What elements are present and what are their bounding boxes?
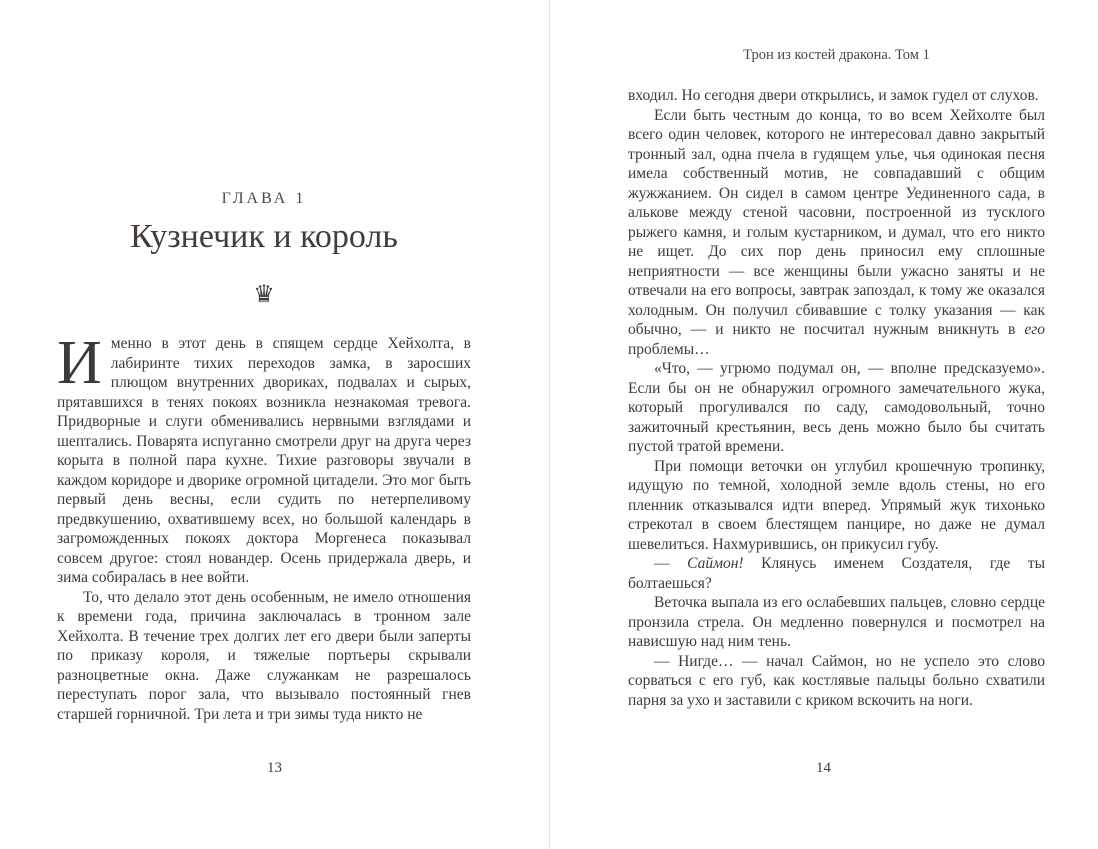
text-segment: входил. Но сегодня двери открылись, и замок гудел от слухов. [628,87,1039,104]
text-segment: — [654,555,688,572]
paragraph [628,106,1045,360]
right-page-text [628,86,1045,710]
drop-cap: И [57,329,102,397]
text-segment-italic: Саймон! [687,555,744,572]
running-header: Трон из костей дракона. Том 1 [743,47,930,63]
page-number-left: 13 [267,760,282,776]
paragraph [628,593,1045,652]
text-segment: При помощи веточки он углубил крошечную тропинку, идущую по темной, холодной земле вдоль стены, но его пленник отказывался идти вперед. Упрямый жук тихонько стрекотал в своем блестящем панцире, но даже не думал шевелиться. Нахмурившись, он прикусил губу. [628,457,1045,553]
text-segment: проблемы… [628,340,710,358]
text-segment-italic: его [1024,321,1045,338]
page-number-right: 14 [816,760,831,776]
paragraph [628,554,1045,593]
text-segment: менно в этот день в спящем сердце Хейхолта, в лабиринте тихих переходов замка, в заросших плющом внутренних двориках, подвалах и сырых, прятавшихся в тенях покоях возникла незнакомая тревога. Придворные и слуги обменивались нервными взглядами и шептались. Поварята испуганно смотрели друг на друга через корыта в полной пара кухне. Тихие разговоры звучали в каждом коридоре и дворике огромной цитадели. Это мог быть первый день весны, если судить по нетерпеливому предвкушению, охватившему всех, но большой календарь в загроможденных покоях доктора Моргенеса показывал совсем другое: стоял новандер. Осень придержала дверь, и зима собиралась в нее войти. [57,335,471,586]
text-segment: — Нигде… — начал Саймон, но не успело это слово сорваться с его губ, как костлявые пальцы больно схватили парня за ухо и заставили с криком вскочить на ноги. [628,652,1045,709]
chapter-title: Кузнечик и король [130,218,398,255]
left-page-text [57,329,471,724]
text-segment: Клянусь именем Создателя, где ты болтаешься? [628,555,1046,592]
paragraph [628,652,1045,711]
crown-ornament-icon: ♛ [253,282,275,308]
text-segment: Веточка выпала из его ослабевших пальцев, словно сердце пронзила стрела. Он медленно повернулся и посмотрел на нависшую над ним тень. [628,594,1045,650]
text-segment: «Что, — угрюмо подумал он, — вполне предсказуемо». Если бы он не обнаружил огромного замечательного жука, который прогуливался по саду, самодовольный, точно зажиточный крестьянин, весь день можно было бы считать пустой тратой времени. [628,360,1045,455]
text-segment: То, что делало этот день особенным, не имело отношения к времени года, причина заключалась в тронном зале Хейхолта. В течение трех долгих лет его двери были заперты по приказу короля, и тяжелые портьеры скрывали разноцветные окна. Даже служанкам не разрешалось переступать порог зала, что вызывало постоянный гнев старшей горничной. Три лета и три зимы туда никто не [57,588,471,723]
paragraph [628,457,1045,555]
text-segment: Если быть честным до конца, то во всем Хейхолте был всего один человек, которого не интересовал давно закрытый тронный зал, одна пчела в гудящем улье, чья одинокая песня имела собственный мотив, не совпадавший с общим жужжанием. Он сидел в самом центре Уединенного сада, в алькове между стеной часовни, построенной из тусклого рыжего камня, и голым кустарником, и думал, что его никто не ищет. До сих пор день приносил ему сплошные неприятности — все женщины были ужасно заняты и не отвечали на его вопросы, завтрак запоздал, к тому же оказался холодным. Он получил сбивавшие с толку указания — как обычно, — и никто не посчитал нужным вникнуть в [628,106,1045,338]
chapter-label: ГЛАВА 1 [221,190,307,207]
paragraph [628,359,1045,457]
paragraph [57,329,471,588]
page-right [549,0,1098,849]
paragraph [628,86,1045,106]
paragraph [57,588,471,725]
